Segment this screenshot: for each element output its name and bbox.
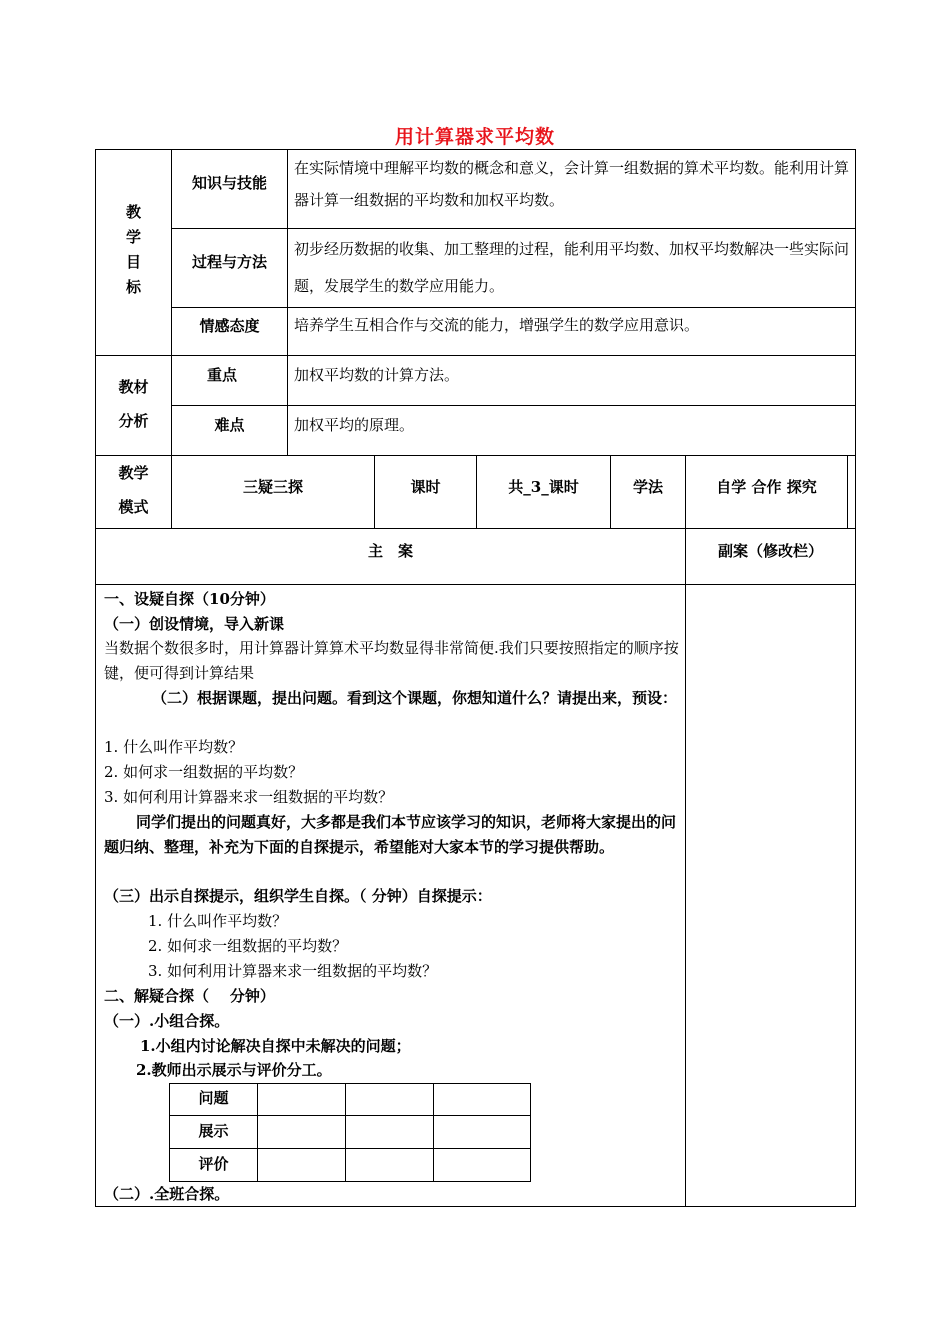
side-plan-header: 副案（修改栏） [717, 542, 823, 560]
analysis-name: 难点 [214, 416, 245, 434]
table-row-label: 问题 [198, 1089, 229, 1107]
question-item: 3. 如何利用计算器来求一组数据的平均数？ [104, 788, 394, 806]
section-subheading: （二）根据课题，提出问题。看到这个课题，你想知道什么？请提出来，预设： [152, 689, 678, 707]
grid-line [95, 528, 856, 529]
table-border-right [855, 149, 856, 529]
hours-label: 课时 [410, 478, 441, 496]
objective-name: 知识与技能 [191, 174, 267, 192]
section-heading: 二、解疑合探（ 分钟） [104, 987, 275, 1005]
table-row-label: 评价 [198, 1155, 229, 1173]
paragraph: 当数据个数很多时，用计算器计算算术平均数显得非常简便.我们只要按照指定的顺序按键，便可得到计算结果 [104, 639, 679, 682]
hours-value: 共_3_课时 [508, 478, 579, 496]
analysis-content: 加权平均的原理。 [294, 416, 415, 434]
section-subheading: （一）.小组合探。 [104, 1012, 230, 1030]
method-label: 学法 [632, 478, 663, 496]
main-plan-header: 主 案 [367, 542, 413, 560]
hint-item: 1. 什么叫作平均数？ [148, 912, 288, 930]
section-subheading: （三）出示自探提示，组织学生自探。（ 分钟）自探提示： [104, 887, 492, 905]
analysis-content: 加权平均数的计算方法。 [294, 366, 460, 384]
method-value: 自学 合作 探究 [716, 478, 817, 496]
analysis-name: 重点 [206, 366, 237, 384]
section-heading: 一、设疑自探（10分钟） [104, 590, 275, 608]
section-subheading: （一）创设情境，导入新课 [104, 615, 285, 633]
mode-value: 三疑三探 [242, 478, 303, 496]
objective-name: 情感态度 [199, 317, 260, 335]
grid-line [847, 455, 848, 529]
question-item: 2. 如何求一组数据的平均数？ [104, 763, 304, 781]
grid-line [95, 355, 856, 356]
paragraph: 同学们提出的问题真好，大多都是我们本节应该学习的知识，老师将大家提出的问题归纳、整理，补充为下面的自探提示，希望能对大家本节的学习提供帮助。 [104, 813, 677, 856]
hint-item: 3. 如何利用计算器来求一组数据的平均数？ [148, 962, 438, 980]
grid-line [287, 149, 288, 455]
objective-content: 培养学生互相合作与交流的能力，增强学生的数学应用意识。 [294, 316, 700, 334]
page-title: 用计算器求平均数 [394, 126, 555, 148]
question-item: 1. 什么叫作平均数？ [104, 738, 244, 756]
hint-item: 2. 如何求一组数据的平均数？ [148, 937, 348, 955]
analysis-label: 教材分析 [118, 378, 149, 430]
objective-content: 在实际情境中理解平均数的概念和意义，会计算一组数据的算术平均数。能利用计算器计算一组数据的平均数和加权平均数。 [294, 159, 850, 209]
section-subheading: （二）.全班合探。 [104, 1185, 230, 1203]
grid-line [171, 405, 856, 406]
objective-name: 过程与方法 [191, 253, 267, 271]
grid-line [685, 528, 686, 1207]
group-item: 1.小组内讨论解决自探中未解决的问题； [140, 1037, 411, 1055]
mode-label: 教学模式 [118, 464, 149, 516]
table-border-left [95, 149, 96, 1207]
grid-line [95, 584, 856, 585]
division-table [169, 1083, 531, 1182]
group-item: 2.教师出示展示与评价分工。 [136, 1061, 332, 1079]
objectives-label: 教学目标 [126, 203, 142, 296]
table-border-right-lower [855, 528, 856, 1207]
objective-content: 初步经历数据的收集、加工整理的过程，能利用平均数、加权平均数解决一些实际问题，发展学生的数学应用能力。 [294, 240, 850, 295]
table-row-label: 展示 [198, 1122, 229, 1140]
